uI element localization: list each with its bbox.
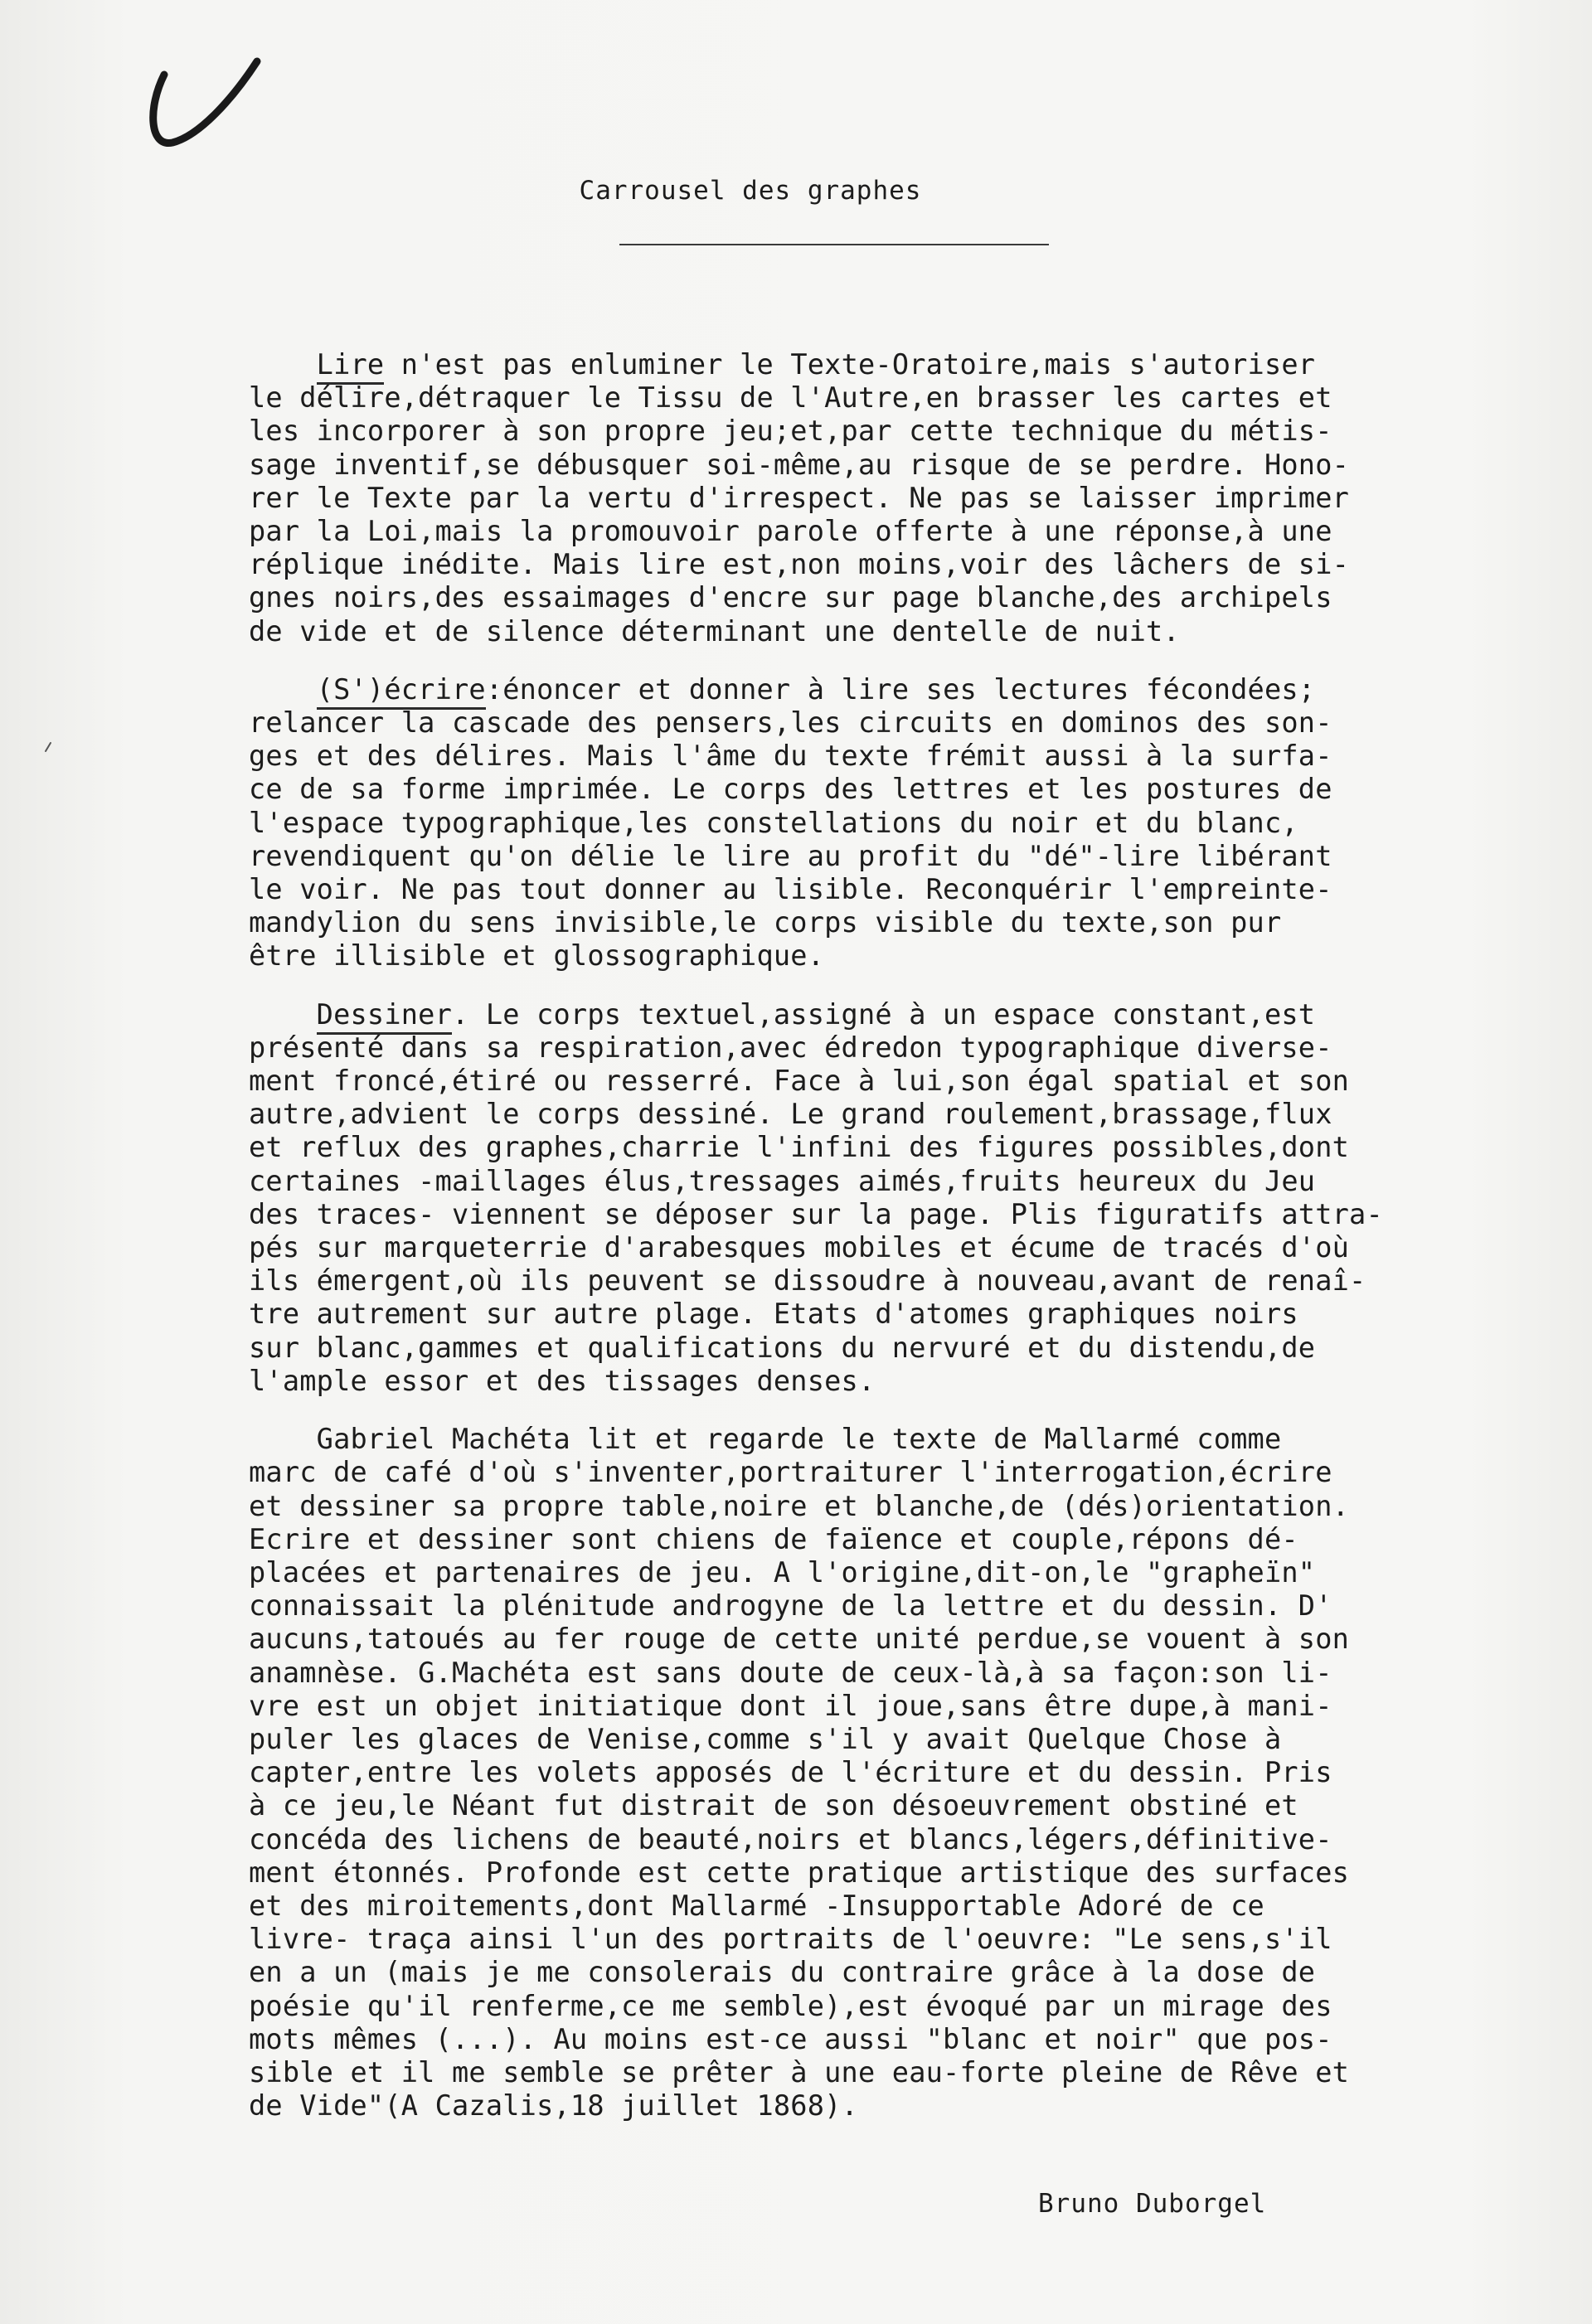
text-line: l'espace typographique,les constellations du noir et du blanc, [249, 806, 1298, 839]
text-line: certaines -maillages élus,tressages aimés,fruits heureux du Jeu [249, 1164, 1316, 1197]
text-line: concéda des lichens de beauté,noirs et blancs,légers,définitive- [249, 1822, 1332, 1856]
text-line: Lire n'est pas enluminer le Texte-Oratoire,mais s'autoriser [249, 348, 1575, 381]
paragraph-lire [249, 348, 1575, 648]
text-line: pés sur marqueterrie d'arabesques mobiles et écume de tracés d'où [249, 1231, 1350, 1264]
text-line: de Vide"(A Cazalis,18 juillet 1868). [249, 2089, 858, 2123]
text-line: sible et il me semble se prêter à une eau-forte pleine de Rêve et [249, 2055, 1350, 2089]
text-line: (S')écrire:énoncer et donner à lire ses lectures fécondées; [249, 673, 1575, 706]
text-line: et dessiner sa propre table,noire et blanche,de (dés)orientation. [249, 1489, 1350, 1522]
text-line: ils émergent,où ils peuvent se dissoudre à nouveau,avant de renaî- [249, 1264, 1366, 1298]
stray-ink-mark [43, 741, 53, 753]
handwritten-letter-u [141, 50, 265, 158]
text-line: mots mêmes (...). Au moins est-ce aussi "blanc et noir" que pos- [249, 2022, 1332, 2055]
text-line: réplique inédite. Mais lire est,non moins,voir des lâchers de si- [249, 548, 1350, 581]
text-line: ges et des délires. Mais l'âme du texte frémit aussi à la surfa- [249, 740, 1332, 773]
text-line: l'ample essor et des tissages denses. [249, 1364, 876, 1397]
text-line: en a un (mais je me consolerais du contraire grâce à la dose de [249, 1956, 1316, 1989]
text-line: Dessiner. Le corps textuel,assigné à un espace constant,est [249, 998, 1575, 1031]
text-line: être illisible et glossographique. [249, 939, 825, 973]
document-title: Carrousel des graphes [579, 176, 922, 206]
title-underline [619, 244, 1049, 245]
text-line: et reflux des graphes,charrie l'infini des figures possibles,dont [249, 1131, 1350, 1164]
text-line: relancer la cascade des pensers,les circuits en dominos des son- [249, 706, 1332, 740]
text-line: poésie qu'il renferme,ce me semble),est évoqué par un mirage des [249, 1989, 1332, 2022]
text-line: le voir. Ne pas tout donner au lisible. Reconquérir l'empreinte- [249, 873, 1332, 906]
author-signature: Bruno Duborgel [1038, 2189, 1267, 2219]
text-line: autre,advient le corps dessiné. Le grand roulement,brassage,flux [249, 1098, 1332, 1131]
text-line: présenté dans sa respiration,avec édredon typographique diverse- [249, 1031, 1332, 1064]
paragraph-dessiner [249, 998, 1575, 1398]
text-line: rer le Texte par la vertu d'irrespect. Ne pas se laisser imprimer [249, 481, 1350, 514]
document-body [249, 348, 1575, 2123]
text-line: revendiquent qu'on délie le lire au profit du "dé"-lire libérant [249, 839, 1332, 872]
keyword-secrire: (S')écrire [317, 673, 486, 710]
text-line: sur blanc,gammes et qualifications du nervuré et du distendu,de [249, 1331, 1316, 1364]
text-line: gnes noirs,des essaimages d'encre sur page blanche,des archipels [249, 581, 1332, 614]
text-line: Ecrire et dessiner sont chiens de faïence et couple,répons dé- [249, 1522, 1298, 1555]
text-line: par la Loi,mais la promouvoir parole offerte à une réponse,à une [249, 515, 1332, 548]
text-line: ce de sa forme imprimée. Le corps des lettres et les postures de [249, 773, 1332, 806]
paragraph-ecrire [249, 673, 1575, 973]
text-line: des traces- viennent se déposer sur la page. Plis figuratifs attra- [249, 1197, 1383, 1230]
text-line: les incorporer à son propre jeu;et,par cette technique du métis- [249, 415, 1332, 448]
text-line: à ce jeu,le Néant fut distrait de son désoeuvrement obstiné et [249, 1789, 1298, 1822]
text-line: anamnèse. G.Machéta est sans doute de ceux-là,à sa façon:son li- [249, 1656, 1332, 1689]
text-line: marc de café d'où s'inventer,portraiturer l'interrogation,écrire [249, 1456, 1332, 1489]
text-line: tre autrement sur autre plage. Etats d'atomes graphiques noirs [249, 1298, 1298, 1331]
text-line: placées et partenaires de jeu. A l'origine,dit-on,le "grapheïn" [249, 1555, 1316, 1589]
text-line: le délire,détraquer le Tissu de l'Autre,en brasser les cartes et [249, 381, 1332, 415]
text-line: Gabriel Machéta lit et regarde le texte de Mallarmé comme [316, 1423, 1282, 1456]
text-line: puler les glaces de Venise,comme s'il y avait Quelque Chose à [249, 1722, 1282, 1755]
text-line: mandylion du sens invisible,le corps visible du texte,son pur [249, 906, 1282, 939]
text-line: et des miroitements,dont Mallarmé -Insupportable Adoré de ce [249, 1889, 1264, 1922]
text-line: capter,entre les volets apposés de l'écriture et du dessin. Pris [249, 1756, 1332, 1789]
keyword-lire: Lire [317, 348, 385, 385]
text-line: connaissait la plénitude androgyne de la lettre et du dessin. D' [249, 1589, 1332, 1623]
text-line: vre est un objet initiatique dont il joue,sans être dupe,à mani- [249, 1689, 1332, 1722]
text-line: ment froncé,étiré ou resserré. Face à lui,son égal spatial et son [249, 1065, 1350, 1098]
text-line: sage inventif,se débusquer soi-même,au risque de se perdre. Hono- [249, 448, 1350, 481]
keyword-dessiner: Dessiner [317, 998, 452, 1035]
text-line: de vide et de silence déterminant une dentelle de nuit. [249, 614, 1180, 648]
paragraph-macheta [249, 1423, 1575, 2123]
text-line: ment étonnés. Profonde est cette pratique artistique des surfaces [249, 1856, 1350, 1889]
text-line: livre- traça ainsi l'un des portraits de l'oeuvre: "Le sens,s'il [249, 1923, 1332, 1956]
text-line: aucuns,tatoués au fer rouge de cette unité perdue,se vouent à son [249, 1623, 1350, 1656]
